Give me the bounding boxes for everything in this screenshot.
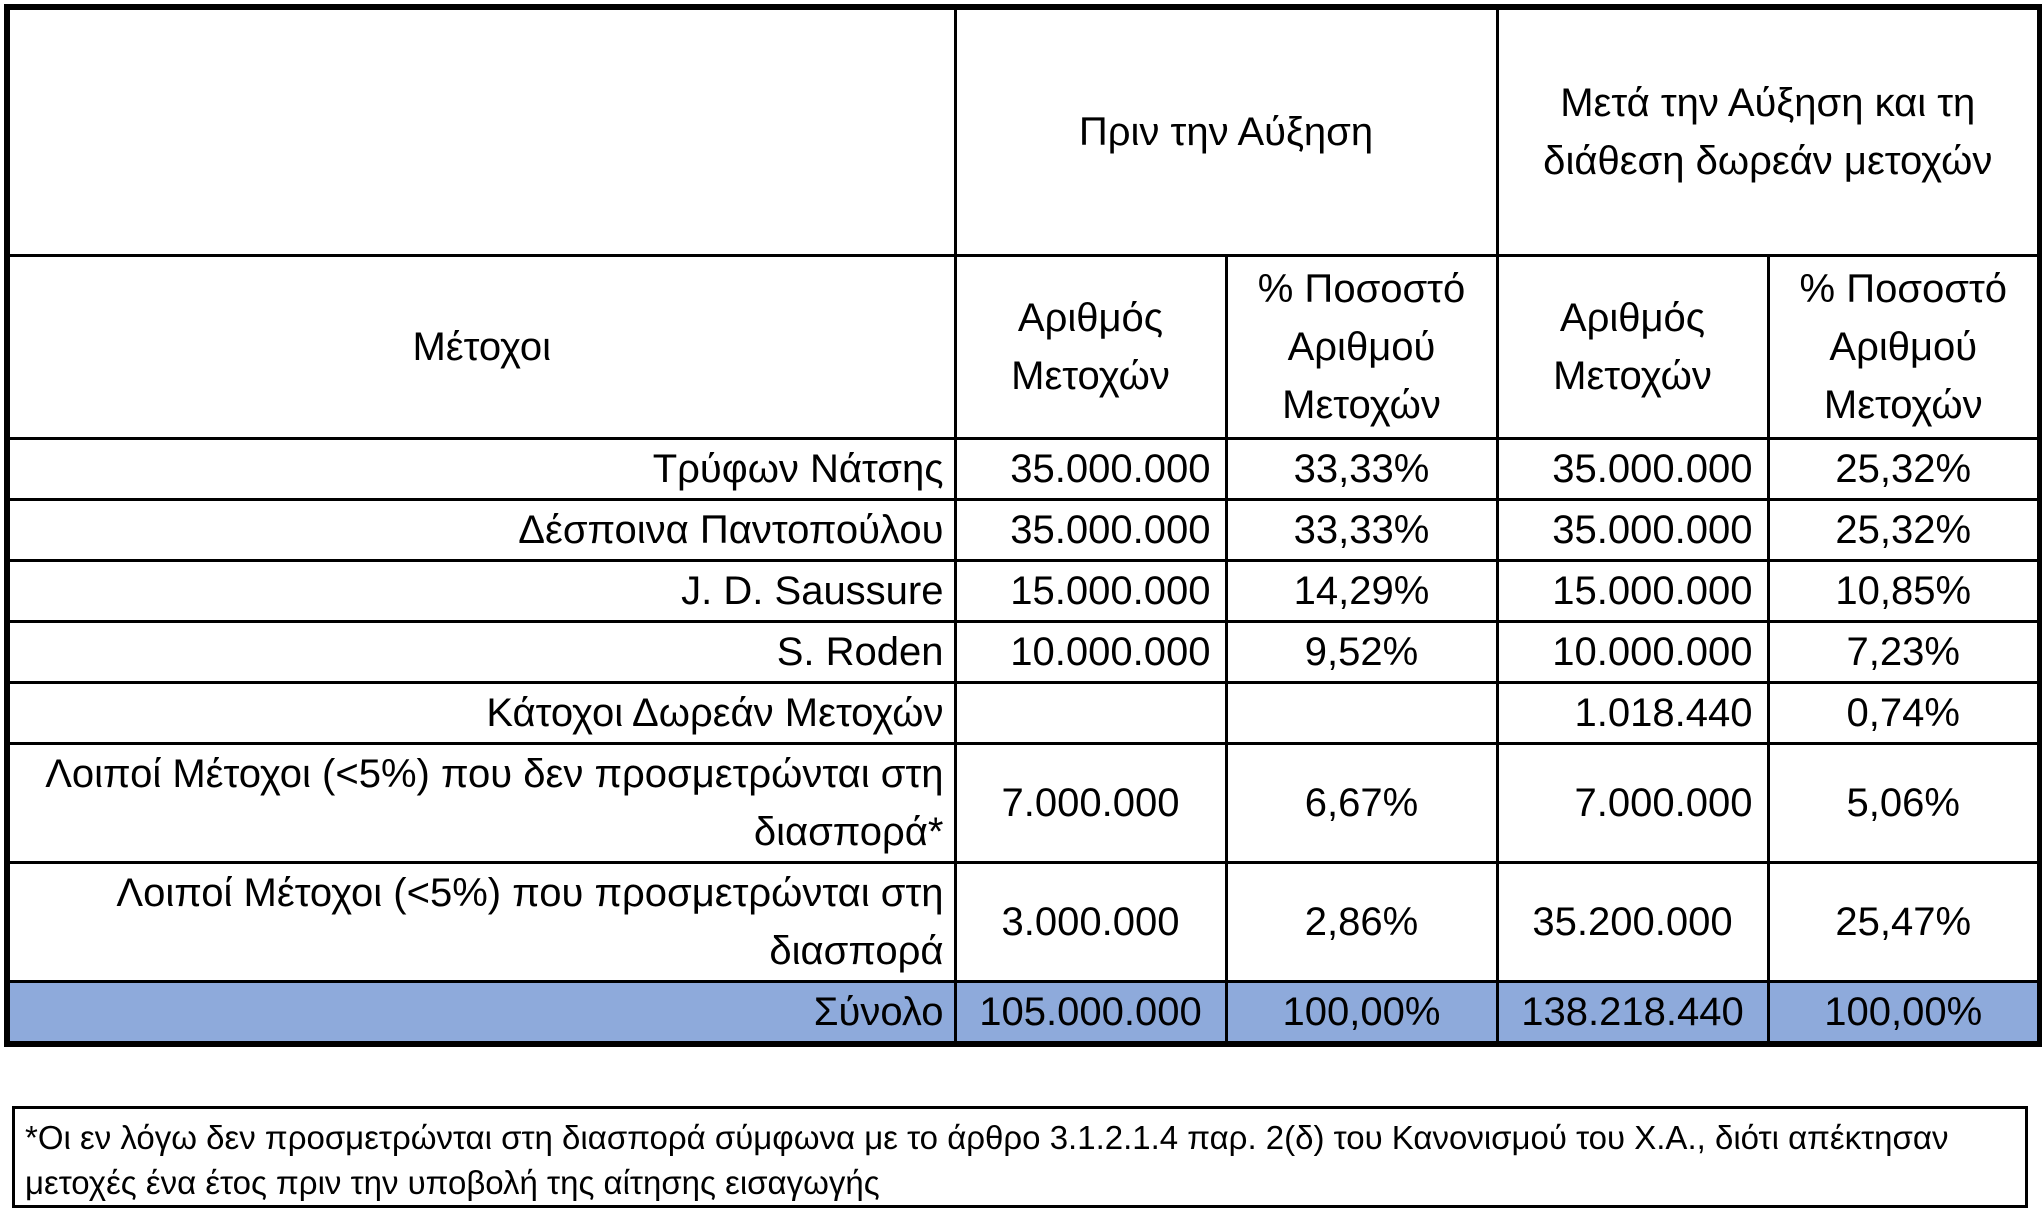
shareholder-name: Δέσποινα Παντοπούλου	[7, 500, 955, 561]
after-pct: 5,06%	[1768, 744, 2040, 863]
shareholders-header: Μέτοχοι	[7, 256, 955, 439]
table-row	[7, 561, 2040, 622]
before-count: 35.000.000	[955, 500, 1226, 561]
after-count: 10.000.000	[1497, 622, 1768, 683]
before-pct: 2,86%	[1226, 863, 1497, 982]
shareholder-name: S. Roden	[7, 622, 955, 683]
before-count	[955, 683, 1226, 744]
before-pct: 33,33%	[1226, 439, 1497, 500]
before-pct: 9,52%	[1226, 622, 1497, 683]
before-pct	[1226, 683, 1497, 744]
total-label: Σύνολο	[7, 982, 955, 1045]
table-row	[7, 622, 2040, 683]
before-count: 35.000.000	[955, 439, 1226, 500]
after-pct: 0,74%	[1768, 683, 2040, 744]
after-count: 35.000.000	[1497, 439, 1768, 500]
total-before-count: 105.000.000	[955, 982, 1226, 1045]
after-pct: 25,32%	[1768, 439, 2040, 500]
before-count: 10.000.000	[955, 622, 1226, 683]
total-after-pct: 100,00%	[1768, 982, 2040, 1045]
footnote: *Οι εν λόγω δεν προσμετρώνται στη διασπορά σύμφωνα με το άρθρο 3.1.2.1.4 παρ. 2(δ) του Κανονισμού του Χ.Α., διότι απέκτησαν μετοχές ένα έτος πριν την υποβολή της αίτησης εισαγωγής	[12, 1106, 2028, 1208]
after-count: 35.200.000	[1497, 863, 1768, 982]
table-row	[7, 683, 2040, 744]
after-count: 15.000.000	[1497, 561, 1768, 622]
after-pct: 25,32%	[1768, 500, 2040, 561]
table-row	[7, 863, 2040, 982]
shareholder-name: Λοιποί Μέτοχοι (<5%) που προσμετρώνται στη διασπορά	[7, 863, 955, 982]
before-pct: 33,33%	[1226, 500, 1497, 561]
before-pct: 6,67%	[1226, 744, 1497, 863]
before-increase-header: Πριν την Αύξηση	[955, 7, 1497, 256]
after-increase-header: Μετά την Αύξηση και τη διάθεση δωρεάν μετοχών	[1497, 7, 2040, 256]
total-after-count: 138.218.440	[1497, 982, 1768, 1045]
after-pct: 10,85%	[1768, 561, 2040, 622]
before-pct-header: % Ποσοστό Αριθμού Μετοχών	[1226, 256, 1497, 439]
after-pct-header: % Ποσοστό Αριθμού Μετοχών	[1768, 256, 2040, 439]
before-pct: 14,29%	[1226, 561, 1497, 622]
table-row	[7, 500, 2040, 561]
after-count: 1.018.440	[1497, 683, 1768, 744]
after-count-header: Αριθμός Μετοχών	[1497, 256, 1768, 439]
after-count: 35.000.000	[1497, 500, 1768, 561]
empty-header-cell	[7, 7, 955, 256]
table-row	[7, 744, 2040, 863]
shareholders-table	[4, 4, 2042, 1047]
after-count: 7.000.000	[1497, 744, 1768, 863]
shareholder-name: J. D. Saussure	[7, 561, 955, 622]
table-row	[7, 439, 2040, 500]
before-count: 7.000.000	[955, 744, 1226, 863]
shareholder-name: Λοιποί Μέτοχοι (<5%) που δεν προσμετρώνται στη διασπορά*	[7, 744, 955, 863]
after-pct: 25,47%	[1768, 863, 2040, 982]
before-count-header: Αριθμός Μετοχών	[955, 256, 1226, 439]
after-pct: 7,23%	[1768, 622, 2040, 683]
total-row	[7, 982, 2040, 1045]
before-count: 3.000.000	[955, 863, 1226, 982]
before-count: 15.000.000	[955, 561, 1226, 622]
shareholder-name: Τρύφων Νάτσης	[7, 439, 955, 500]
shareholder-name: Κάτοχοι Δωρεάν Μετοχών	[7, 683, 955, 744]
total-before-pct: 100,00%	[1226, 982, 1497, 1045]
